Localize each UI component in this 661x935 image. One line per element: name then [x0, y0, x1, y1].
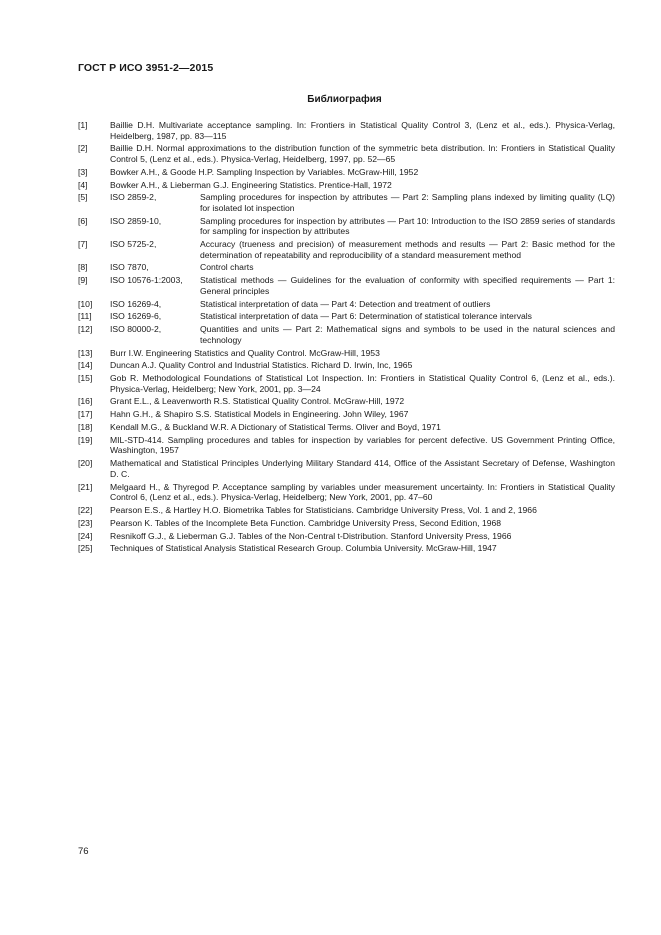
- reference-number: [24]: [78, 530, 93, 541]
- reference-item: [78, 239, 615, 260]
- section-title: Библиография: [307, 94, 382, 105]
- reference-number: [12]: [78, 324, 93, 335]
- standard-reference: [110, 299, 615, 310]
- reference-item: [78, 311, 615, 322]
- reference-number: [9]: [78, 275, 88, 286]
- standard-code: ISO 5725-2,: [110, 239, 157, 250]
- reference-number: [6]: [78, 215, 88, 226]
- reference-item: [78, 422, 615, 433]
- standard-code: ISO 2859-10,: [110, 215, 162, 226]
- reference-text: Bowker A.H., & Goode H.P. Sampling Inspection by Variables. McGraw-Hill, 1952: [110, 166, 419, 177]
- reference-item: [78, 143, 615, 164]
- reference-item: [78, 543, 615, 554]
- standard-title: Sampling procedures for inspection by attributes — Part 10: Introduction to the ISO 2859 series of standards for sampling for inspection by attributes: [200, 215, 615, 237]
- reference-text: Grant E.L., & Leavenworth R.S. Statistical Quality Control. McGraw-Hill, 1972: [110, 396, 405, 407]
- standard-reference: [110, 275, 615, 296]
- reference-item: [78, 167, 615, 178]
- document-header: ГОСТ Р ИСО 3951-2—2015: [78, 62, 214, 74]
- reference-text: Hahn G.H., & Shapiro S.S. Statistical Models in Engineering. John Wiley, 1967: [110, 409, 409, 420]
- reference-number: [5]: [78, 192, 88, 203]
- standard-title: Quantities and units — Part 2: Mathematical signs and symbols to be used in the natural sciences and technology: [200, 324, 615, 345]
- reference-number: [23]: [78, 517, 93, 528]
- reference-text: Mathematical and Statistical Principles Underlying Military Standard 414, Office of the Assistant Secretary of Defense, Washington D. C.: [110, 458, 615, 479]
- standard-code: ISO 80000-2,: [110, 324, 162, 335]
- standard-reference: [110, 239, 615, 260]
- standard-title: Sampling procedures for inspection by attributes — Part 2: Sampling plans indexed by limiting quality (LQ) for isolated lot inspection: [200, 192, 615, 213]
- reference-item: [78, 192, 615, 213]
- reference-number: [7]: [78, 239, 88, 250]
- reference-item: [78, 348, 615, 359]
- reference-text: Duncan A.J. Quality Control and Industrial Statistics. Richard D. Irwin, Inc, 1965: [110, 360, 413, 371]
- standard-code: ISO 10576-1:2003,: [110, 275, 183, 286]
- reference-number: [1]: [78, 120, 88, 130]
- reference-number: [21]: [78, 481, 93, 492]
- reference-number: [13]: [78, 347, 93, 358]
- reference-number: [25]: [78, 543, 93, 554]
- reference-item: [78, 324, 615, 345]
- reference-number: [14]: [78, 360, 93, 371]
- reference-list: [78, 120, 615, 556]
- reference-number: [19]: [78, 434, 93, 445]
- standard-code: ISO 2859-2,: [110, 192, 157, 203]
- reference-item: [78, 531, 615, 542]
- standard-code: ISO 7870,: [110, 262, 149, 273]
- reference-item: [78, 216, 615, 237]
- reference-number: [8]: [78, 262, 88, 273]
- reference-text: Pearson E.S., & Hartley H.O. Biometrika Tables for Statisticians. Cambridge University Press, Vol. 1 and 2, 1966: [110, 504, 537, 515]
- reference-number: [17]: [78, 409, 93, 420]
- standard-reference: [110, 192, 615, 213]
- reference-text: Burr I.W. Engineering Statistics and Quality Control. McGraw-Hill, 1953: [110, 347, 380, 358]
- reference-text: Melgaard H., & Thyregod P. Acceptance sampling by variables under measurement uncertainty. In: Frontiers in Statistical Quality Control 6, (Lenz et al., eds.). Physica-Verlag, Heidelberg; New York, 2001, pp. 47–60: [110, 481, 615, 503]
- standard-code: ISO 16269-6,: [110, 311, 162, 322]
- reference-item: [78, 262, 615, 273]
- reference-text: MIL-STD-414. Sampling procedures and tables for inspection by variables for percent defective. US Government Printing Office, Washington, 1957: [110, 434, 615, 456]
- standard-title: Control charts: [200, 262, 254, 273]
- reference-text: Resnikoff G.J., & Lieberman G.J. Tables of the Non-Central t-Distribution. Stanford University Press, 1966: [110, 530, 512, 541]
- standard-reference: [110, 324, 615, 345]
- reference-text: Gob R. Methodological Foundations of Statistical Lot Inspection. In: Frontiers in Statistical Quality Control 6, (Lenz et al., eds.). Physica-Verlag, Heidelberg; New York, 2001, pp. 3—24: [110, 373, 615, 394]
- reference-text: Kendall M.G., & Buckland W.R. A Dictionary of Statistical Terms. Oliver and Boyd, 1971: [110, 422, 441, 433]
- reference-item: [78, 458, 615, 479]
- reference-number: [10]: [78, 298, 93, 309]
- reference-text: Techniques of Statistical Analysis Statistical Research Group. Columbia University. McGraw-Hill, 1947: [110, 543, 497, 554]
- reference-number: [4]: [78, 179, 88, 190]
- standard-reference: [110, 311, 615, 322]
- reference-item: [78, 275, 615, 296]
- reference-number: [3]: [78, 166, 88, 177]
- reference-item: [78, 396, 615, 407]
- reference-item: [78, 360, 615, 371]
- standard-reference: [110, 262, 615, 273]
- reference-text: Baillie D.H. Multivariate acceptance sampling. In: Frontiers in Statistical Quality Control 3, (Lenz et al., eds.). Physica-Verlag, Heidelberg, 1987, pp. 83—115: [110, 120, 615, 141]
- page-number: 76: [78, 846, 89, 857]
- reference-number: [11]: [78, 311, 92, 322]
- reference-item: [78, 505, 615, 516]
- reference-number: [16]: [78, 396, 93, 407]
- reference-text: Bowker A.H., & Lieberman G.J. Engineering Statistics. Prentice-Hall, 1972: [110, 179, 392, 190]
- reference-number: [18]: [78, 422, 93, 433]
- reference-number: [2]: [78, 143, 88, 154]
- standard-code: ISO 16269-4,: [110, 298, 162, 309]
- standard-title: Accuracy (trueness and precision) of measurement methods and results — Part 2: Basic method for the determination of repeatability and reproducibility of a standard measurement method: [200, 239, 615, 260]
- reference-item: [78, 373, 615, 394]
- reference-number: [15]: [78, 373, 93, 384]
- reference-item: [78, 518, 615, 529]
- reference-item: [78, 299, 615, 310]
- reference-item: [78, 482, 615, 503]
- standard-title: Statistical interpretation of data — Part 4: Detection and treatment of outliers: [200, 298, 491, 309]
- reference-text: Baillie D.H. Normal approximations to the distribution function of the symmetric beta distribution. In: Frontiers in Statistical Quality Control 5, (Lenz et al., eds.). Physica-Verlag, Heidelberg, 1997, pp. 52—65: [110, 143, 615, 164]
- reference-item: [78, 409, 615, 420]
- reference-text: Pearson K. Tables of the Incomplete Beta Function. Cambridge University Press, Second Edition, 1968: [110, 517, 502, 528]
- reference-item: [78, 120, 615, 141]
- reference-item: [78, 180, 615, 191]
- reference-number: [20]: [78, 458, 93, 469]
- reference-item: [78, 435, 615, 456]
- standard-title: Statistical interpretation of data — Part 6: Determination of statistical tolerance intervals: [200, 311, 532, 322]
- standard-title: Statistical methods — Guidelines for the evaluation of conformity with specified requirements — Part 1: General principles: [200, 275, 615, 296]
- reference-number: [22]: [78, 504, 93, 515]
- standard-reference: [110, 216, 615, 237]
